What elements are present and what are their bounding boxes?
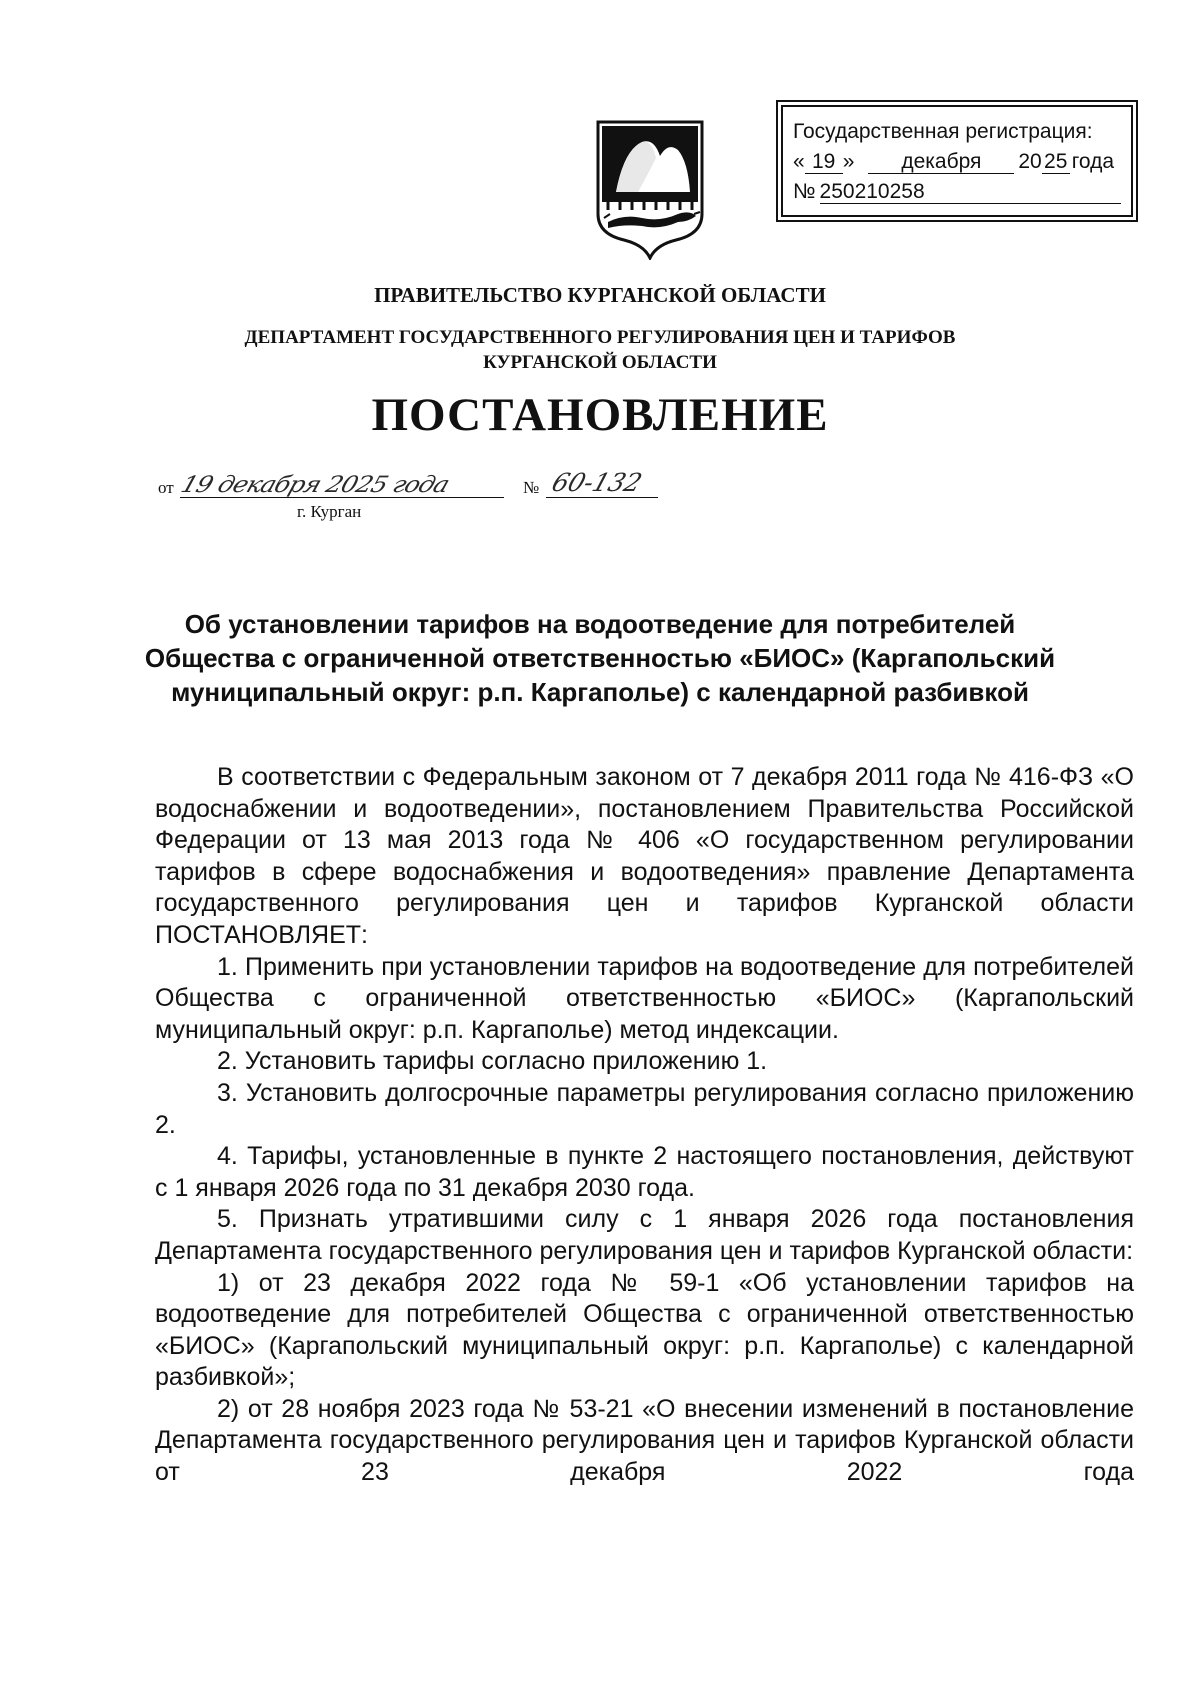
registration-month: декабря [868,151,1014,174]
issue-number-underline [546,497,658,498]
issue-date-line [158,470,678,504]
document-title [110,607,1090,709]
subitem-2-paragraph: 2) от 28 ноября 2023 года № 53-21 «О внесении изменений в постановление Департамента государственного регулирования цен и тарифов Курганской области от 23 декабря 2022 года [155,1394,1134,1487]
item-1-paragraph: 1. Применить при установлении тарифов на водоотведение для потребителей Общества с ограниченной ответственностью «БИОС» (Каргапольский муниципальный округ: р.п. Каргаполье) метод индексации. [155,952,1134,1044]
item-3-paragraph: 3. Установить долгосрочные параметры регулирования согласно приложению 2. [155,1078,1134,1139]
title-line-3: муниципальный округ: р.п. Каргаполье) с календарной разбивкой [171,677,1029,707]
registration-quote-close: » [842,150,855,173]
registration-day: 19 [805,151,843,174]
registration-number: 250210258 [820,181,1121,204]
document-type-heading: ПОСТАНОВЛЕНИЕ [371,389,829,441]
registration-year-suffix: 25 [1042,151,1070,174]
coat-of-arms-emblem [594,118,706,260]
government-heading: ПРАВИТЕЛЬСТВО КУРГАНСКОЙ ОБЛАСТИ [374,283,826,307]
item-4-paragraph: 4. Тарифы, установленные в пункте 2 настоящего постановления, действуют с 1 января 2026 года по 31 декабря 2030 года. [155,1142,1134,1202]
preamble-paragraph: В соответствии с Федеральным законом от 7 декабря 2011 года № 416-ФЗ «О водоснабжении и водоотведении», постановлением Правительства Российской Федерации от 13 мая 2013 года № 406 «О государственном регулировании тарифов в сфере водоснабжения и водоотведения» правление Департамента государственного регулирования цен и тарифов Курганской области ПОСТАНОВЛЯЕТ: [155,763,1134,949]
registration-number-row [793,177,1121,207]
registration-number-label: № [793,180,816,203]
registration-year-word: года [1071,150,1115,173]
registration-stamp [781,105,1133,217]
issue-from-label: от [158,478,174,497]
title-line-2: Общества с ограниченной ответственностью «БИОС» (Каргапольский [144,643,1056,673]
item-5-paragraph: 5. Признать утратившими силу с 1 января 2026 года постановления Департамента государственного регулирования цен и тарифов Курганской области: [155,1205,1134,1265]
department-line-1: ДЕПАРТАМЕНТ ГОСУДАРСТВЕННОГО РЕГУЛИРОВАНИЯ ЦЕН И ТАРИФОВ [244,327,956,348]
title-line-1: Об установлении тарифов на водоотведение для потребителей [184,609,1016,639]
subitem-1-paragraph: 1) от 23 декабря 2022 года № 59-1 «Об установлении тарифов на водоотведение для потребителей Общества с ограниченной ответственностью «БИОС» (Каргапольский муниципальный округ: р.п. Каргаполье) с календарной разбивкой»; [155,1268,1134,1392]
issue-date-handwritten: 19 декабря 2025 года [177,471,453,498]
registration-title: Государственная регистрация: [793,120,1093,143]
registration-quote-open: « [793,150,805,173]
issue-city: г. Курган [297,502,362,521]
registration-date-row [793,147,1121,177]
department-heading [0,325,1200,375]
issue-number-label: № [523,478,540,497]
item-2-paragraph: 2. Установить тарифы согласно приложению 1. [217,1047,768,1076]
issue-number-handwritten: 60-132 [548,468,646,497]
registration-year-prefix: 20 [1018,150,1042,173]
document-body [155,762,1134,1489]
department-line-2: КУРГАНСКОЙ ОБЛАСТИ [483,352,717,373]
